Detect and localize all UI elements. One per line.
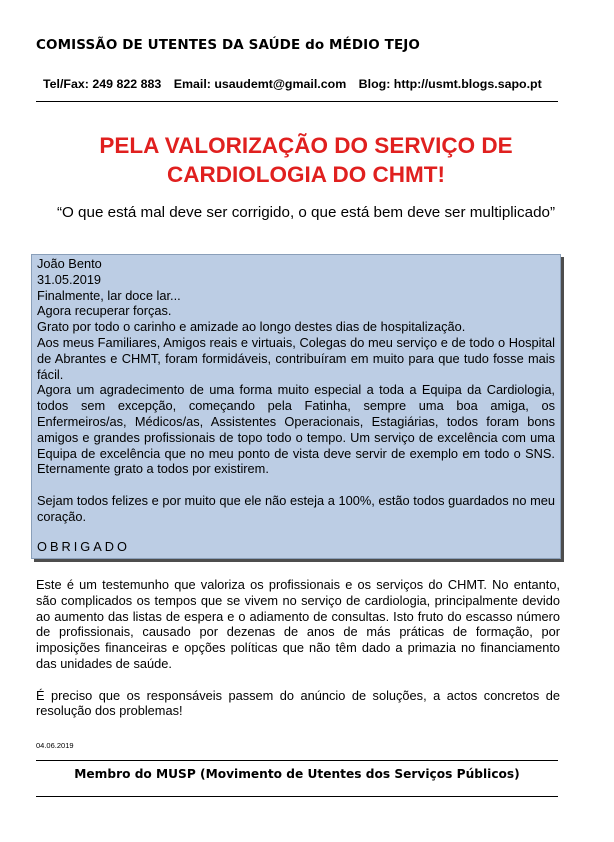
- header-divider: [36, 101, 558, 102]
- testimony-line: Finalmente, lar doce lar...: [37, 287, 181, 303]
- commentary: [36, 577, 560, 735]
- footer-membership: Membro do MUSP (Movimento de Utentes dos Serviços Públicos): [74, 767, 520, 781]
- testimony-paragraph-2: Agora um agradecimento de uma forma muito especial a toda a Equipa da Cardiologia, todos sem excepção, começando pela Fatinha, sempre uma boa amiga, os Enfermeiros/as, Médicos/as, Assistentes Operacionais, Estagiárias, todos foram bons amigos e grandes profissionais de topo todo o tempo. Um serviço de excelência com uma Equipa de excelência que no meu ponto de vista deve servir de exemplo em todo o SNS. Eternamente grato a todos por existirem.: [37, 382, 555, 477]
- testimony-date: 31.05.2019: [37, 271, 102, 287]
- testimony-author: João Bento: [37, 256, 102, 271]
- footer-top-divider: [36, 760, 558, 761]
- testimony-line: Grato por todo o carinho e amizade ao longo destes dias de hospitalização.: [37, 319, 466, 335]
- commentary-paragraph-2: É preciso que os responsáveis passem do anúncio de soluções, a actos concretos de resolução dos problemas!: [36, 687, 560, 719]
- document-date: 04.06.2019: [36, 741, 74, 750]
- testimony-paragraph-1: Aos meus Familiares, Amigos reais e virtuais, Colegas do meu serviço e de todo o Hospital de Abrantes e CHMT, foram formidáveis, contribuíram em muito para que tudo fosse mais fácil.: [37, 334, 555, 382]
- commentary-paragraph-1: Este é um testemunho que valoriza os profissionais e os serviços do CHMT. No entanto, são complicados os tempos que se vivem no serviço de cardiologia, principalmente devido ao aumento das listas de espera e o adiamento de consultas. Isto fruto do escasso número de profissionais, causado por dezenas de anos de más práticas de formação, por imposições financeiras e opções políticas que não têm dado a primazia no financiamento das unidades de saúde.: [36, 577, 560, 671]
- footer-bottom-divider: [36, 796, 558, 797]
- testimony-line: Agora recuperar forças.: [37, 303, 172, 319]
- contact-line: [43, 77, 551, 91]
- email-address: Email: usaudemt@gmail.com: [173, 77, 347, 91]
- testimony-paragraph-3: Sejam todos felizes e por muito que ele não esteja a 100%, estão todos guardados no meu coração.: [37, 492, 555, 524]
- title-line-2: CARDIOLOGIA DO CHMT!: [167, 162, 445, 187]
- title-line-1: PELA VALORIZAÇÃO DO SERVIÇO DE: [99, 133, 513, 158]
- testimony-closing: OBRIGADO: [37, 538, 130, 554]
- organization-name: COMISSÃO DE UTENTES DA SAÚDE do MÉDIO TEJO: [36, 37, 421, 53]
- quote: “O que está mal deve ser corrigido, o que está bem deve ser multiplicado”: [56, 204, 556, 221]
- page-title: [36, 131, 576, 189]
- blog-link[interactable]: Blog: http://usmt.blogs.sapo.pt: [358, 77, 542, 91]
- testimony-box: [31, 254, 561, 559]
- phone-fax: Tel/Fax: 249 822 883: [43, 77, 162, 91]
